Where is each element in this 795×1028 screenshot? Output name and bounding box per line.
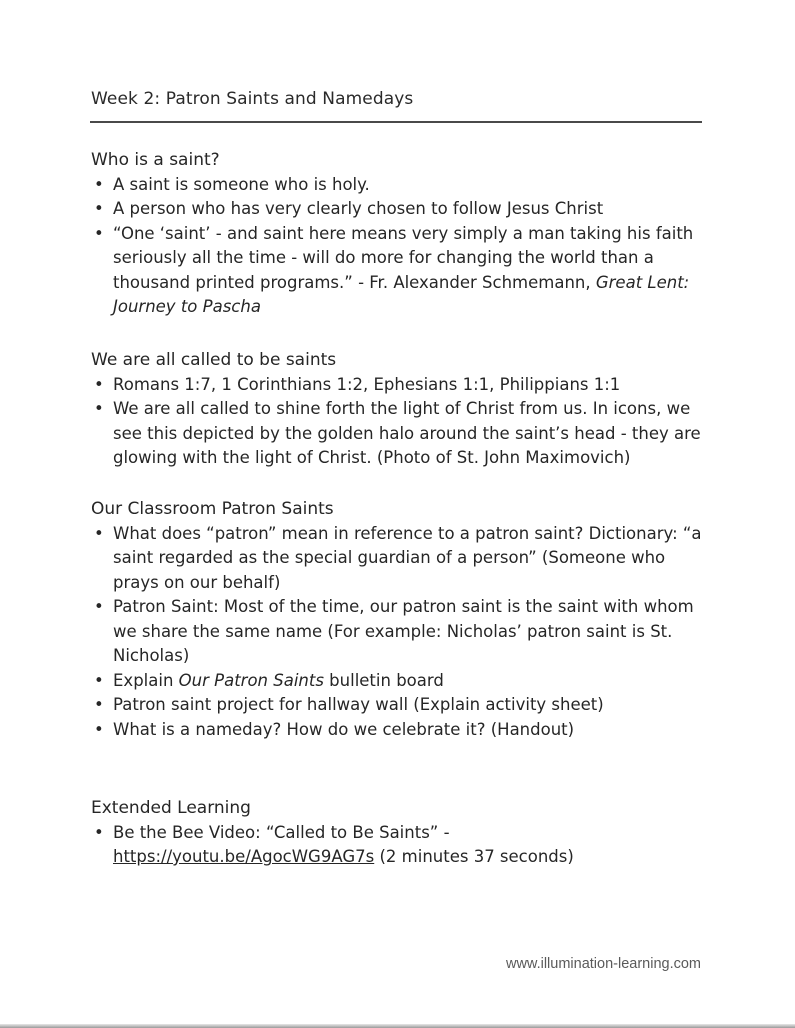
item-text: bulletin board — [323, 670, 444, 690]
bullet-icon: • — [94, 174, 104, 194]
item-text: (2 minutes 37 seconds) — [374, 847, 574, 866]
item-text: Romans 1:7, 1 Corinthians 1:2, Ephesians 1:1, Philippians 1:1 — [113, 374, 621, 394]
list-item — [91, 821, 703, 870]
list-item — [91, 595, 703, 669]
section-heading: Extended Learning — [91, 798, 251, 818]
list-item — [91, 222, 703, 320]
section-heading: Who is a saint? — [91, 150, 220, 170]
list-item — [91, 173, 703, 198]
section-heading: We are all called to be saints — [91, 350, 337, 370]
bullet-icon: • — [94, 523, 104, 543]
bullet-icon: • — [94, 597, 104, 616]
list-item — [91, 669, 703, 694]
list-item — [91, 397, 703, 471]
page-bottom-edge — [0, 1024, 795, 1028]
item-text-pre: Be the Bee Video: “Called to Be Saints” - — [113, 822, 450, 842]
item-text: We are all called to shine forth the light of Christ from us. In icons, we see this depicted by the golden halo around the saint’s head - they are glowing with the light of Christ. (Photo of St. John Maximovich) — [113, 399, 701, 467]
title-divider — [90, 121, 702, 123]
list-item — [91, 693, 703, 718]
bullet-icon: • — [94, 399, 104, 418]
section-extended-learning — [91, 796, 703, 870]
item-text: “One ‘saint’ - and saint here means very simply a man taking his faith seriously all the time - will do more for changing the world than a thousand printed programs.” - Fr. Alexander Schmemann, — [113, 223, 694, 292]
list-item — [91, 197, 703, 222]
section-heading: Our Classroom Patron Saints — [91, 499, 334, 519]
bullet-icon: • — [94, 695, 104, 714]
item-text: Patron saint project for hallway wall (Explain activity sheet) — [113, 695, 604, 714]
bullet-icon: • — [94, 719, 104, 739]
bullet-icon: • — [94, 199, 104, 218]
item-text: Patron Saint: Most of the time, our patron saint is the saint with whom we share the same name (For example: Nicholas’ patron saint is St. Nicholas) — [113, 597, 694, 665]
item-text-pre: Explain — [113, 670, 179, 690]
section-called-to-be-saints — [91, 348, 703, 471]
list-item — [91, 522, 703, 596]
bulletin-board-title: Our Patron Saints — [178, 670, 324, 690]
list-item — [91, 373, 703, 398]
item-text: A saint is someone who is holy. — [113, 174, 370, 194]
section-who-is-a-saint — [91, 148, 703, 320]
section-classroom-patron-saints — [91, 497, 703, 742]
bullet-icon: • — [94, 822, 104, 842]
page-title: Week 2: Patron Saints and Namedays — [91, 89, 414, 109]
bullet-icon: • — [94, 670, 104, 690]
list-item — [91, 718, 703, 743]
item-text: What does “patron” mean in reference to a patron saint? Dictionary: “a saint regarded as the special guardian of a person” (Someone who prays on our behalf) — [113, 523, 702, 592]
item-text: What is a nameday? How do we celebrate it? (Handout) — [113, 719, 575, 739]
bullet-icon: • — [94, 223, 104, 243]
book-title: Great Lent: Journey to Pascha — [113, 272, 690, 316]
bullet-icon: • — [94, 374, 104, 394]
item-text: A person who has very clearly chosen to follow Jesus Christ — [113, 199, 604, 218]
footer-url: www.illumination-learning.com — [505, 956, 701, 972]
video-link[interactable]: https://youtu.be/AgocWG9AG7s — [113, 847, 375, 866]
